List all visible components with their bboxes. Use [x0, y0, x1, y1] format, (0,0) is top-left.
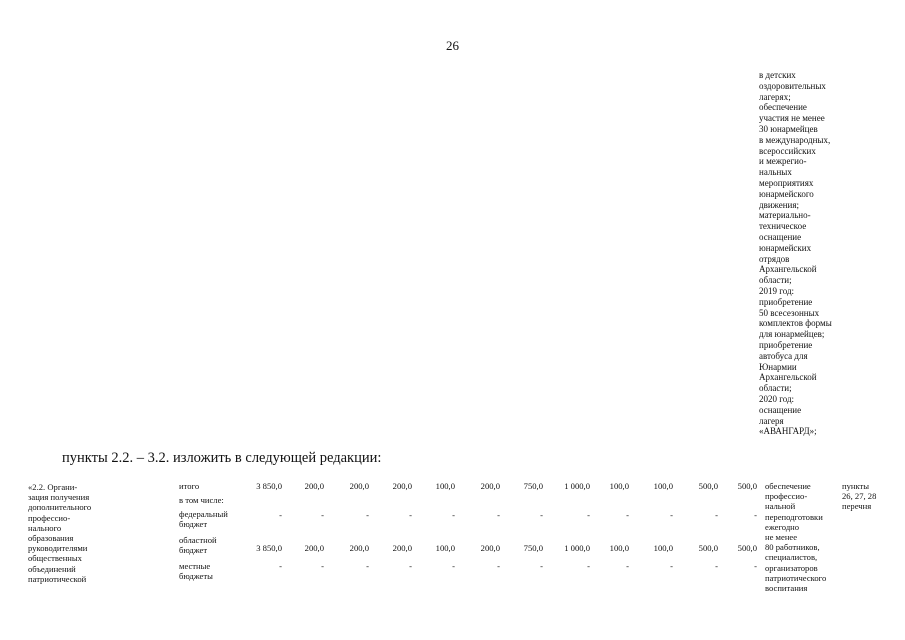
value-cell-total: 3 850,0 — [256, 481, 282, 491]
value-cell-local: - — [409, 561, 412, 571]
value-cell-regional: 750,0 — [523, 543, 543, 553]
value-cell-federal: - — [279, 510, 282, 520]
continuation-line: Архангельской — [759, 264, 817, 275]
continuation-line: отрядов — [759, 253, 790, 264]
value-cell-local: - — [366, 561, 369, 571]
measure-name-cell — [28, 482, 158, 584]
measure-line: объединений — [28, 563, 76, 574]
value-cell-federal: - — [754, 510, 757, 520]
value-cell-regional: 100,0 — [435, 543, 455, 553]
value-cell-federal: - — [409, 510, 412, 520]
continuation-line: оснащение — [759, 404, 802, 415]
value-cell-federal: - — [321, 510, 324, 520]
value-cell-regional: 200,0 — [349, 543, 369, 553]
measure-line: образования — [28, 533, 74, 544]
source-regional-2: бюджет — [179, 545, 208, 555]
value-cell-total: 100,0 — [653, 481, 673, 491]
result-line: нальной — [765, 501, 796, 512]
continuation-line: Юнармии — [759, 361, 797, 372]
value-cell-federal: - — [452, 510, 455, 520]
value-cell-regional: 500,0 — [737, 543, 757, 553]
value-cell-local: - — [279, 561, 282, 571]
continuation-line: приобретение — [759, 339, 813, 350]
value-cell-total: 500,0 — [698, 481, 718, 491]
value-cell-regional: 200,0 — [480, 543, 500, 553]
source-including: в том числе: — [179, 495, 224, 505]
result-line: профессио- — [765, 491, 808, 502]
measure-line: «2.2. Органи- — [28, 482, 78, 492]
result-line: специалистов, — [765, 552, 818, 563]
value-cell-local: - — [626, 561, 629, 571]
value-cell-total: 100,0 — [609, 481, 629, 491]
value-cell-local: - — [587, 561, 590, 571]
source-local: местные — [179, 561, 211, 571]
measure-line: профессио- — [28, 512, 71, 523]
continuation-line: лагерях; — [759, 91, 791, 102]
continuation-line: «АВАНГАРД»; — [759, 426, 817, 437]
result-line: обеспечение — [765, 481, 811, 491]
result-cell — [765, 481, 845, 593]
value-cell-total: 500,0 — [737, 481, 757, 491]
measure-line: руководителями — [28, 543, 88, 554]
value-cell-total: 750,0 — [523, 481, 543, 491]
value-cell-regional: 100,0 — [609, 543, 629, 553]
value-cell-regional: 500,0 — [698, 543, 718, 553]
continuation-line: и межрегио- — [759, 156, 807, 167]
value-cell-federal: - — [497, 510, 500, 520]
source-federal-2: бюджет — [179, 519, 208, 529]
value-cell-federal: - — [715, 510, 718, 520]
amendment-instruction: пункты 2.2. – 3.2. изложить в следующей редакции: — [62, 450, 382, 466]
value-cell-federal: - — [626, 510, 629, 520]
source-regional: областной — [179, 535, 217, 545]
source-federal: федеральный — [179, 509, 228, 519]
measure-line: общественных — [28, 553, 82, 564]
value-cell-local: - — [452, 561, 455, 571]
measure-line: нального — [28, 522, 62, 533]
continuation-line: в международных, — [759, 134, 831, 145]
value-cell-total: 100,0 — [435, 481, 455, 491]
result-line: 80 работников, — [765, 542, 820, 553]
continuation-line: оснащение — [759, 231, 802, 242]
reference-cell — [842, 481, 897, 512]
result-line: не менее — [765, 532, 798, 543]
value-cell-total: 1 000,0 — [564, 481, 590, 491]
value-cell-regional: 200,0 — [392, 543, 412, 553]
continuation-line: юнармейского — [759, 188, 814, 199]
continuation-line: лагеря — [759, 415, 784, 426]
reference-line: пункты — [842, 481, 870, 491]
continuation-line: в детских — [759, 70, 796, 80]
continuation-line: нальных — [759, 167, 792, 178]
continuation-line: движения; — [759, 199, 800, 210]
continuation-line: приобретение — [759, 296, 813, 307]
result-line: воспитания — [765, 583, 808, 594]
value-cell-federal: - — [366, 510, 369, 520]
value-cell-regional: 100,0 — [653, 543, 673, 553]
value-cell-local: - — [540, 561, 543, 571]
continuation-line: области; — [759, 275, 792, 286]
measure-line: дополнительного — [28, 502, 92, 513]
continuation-line: всероссийских — [759, 145, 816, 156]
continuation-line: мероприятиях — [759, 177, 814, 188]
reference-line: 26, 27, 28 — [842, 491, 877, 502]
continuation-line: техническое — [759, 221, 807, 232]
value-cell-total: 200,0 — [392, 481, 412, 491]
value-cell-federal: - — [670, 510, 673, 520]
result-line: организаторов — [765, 562, 818, 573]
reference-line: перечня — [842, 501, 872, 512]
value-cell-regional: 200,0 — [304, 543, 324, 553]
continuation-line: 2020 год: — [759, 393, 795, 404]
value-cell-local: - — [754, 561, 757, 571]
continuation-line: оздоровительных — [759, 80, 826, 91]
continuation-line: комплектов формы — [759, 318, 832, 329]
result-line: ежегодно — [765, 521, 800, 532]
value-cell-total: 200,0 — [304, 481, 324, 491]
continuation-line: 30 юнармейцев — [759, 123, 818, 134]
value-cell-local: - — [321, 561, 324, 571]
value-cell-federal: - — [587, 510, 590, 520]
continuation-line: участия не менее — [759, 113, 825, 124]
continuation-line: Архангельской — [759, 372, 817, 383]
value-cell-local: - — [715, 561, 718, 571]
continuation-line: 50 всесезонных — [759, 307, 820, 318]
value-cell-total: 200,0 — [349, 481, 369, 491]
value-cell-total: 200,0 — [480, 481, 500, 491]
continuation-result-cell — [759, 70, 849, 437]
continuation-line: автобуса для — [759, 350, 808, 361]
measure-line: зация получения — [28, 492, 90, 503]
value-cell-regional: 3 850,0 — [256, 543, 282, 553]
value-cell-local: - — [497, 561, 500, 571]
value-cell-local: - — [670, 561, 673, 571]
result-line: патриотического — [765, 572, 827, 583]
continuation-line: для юнармейцев; — [759, 329, 825, 340]
value-cell-regional: 1 000,0 — [564, 543, 590, 553]
value-cell-federal: - — [540, 510, 543, 520]
source-total: итого — [179, 481, 200, 491]
continuation-line: области; — [759, 383, 792, 394]
measure-line: патриотической — [28, 573, 87, 584]
result-line: переподготовки — [765, 511, 823, 522]
continuation-line: 2019 год: — [759, 285, 795, 296]
continuation-line: юнармейских — [759, 242, 812, 253]
continuation-line: обеспечение — [759, 102, 807, 113]
page-number: 26 — [446, 38, 459, 53]
source-local-2: бюджеты — [179, 571, 213, 581]
continuation-line: материально- — [759, 210, 811, 221]
